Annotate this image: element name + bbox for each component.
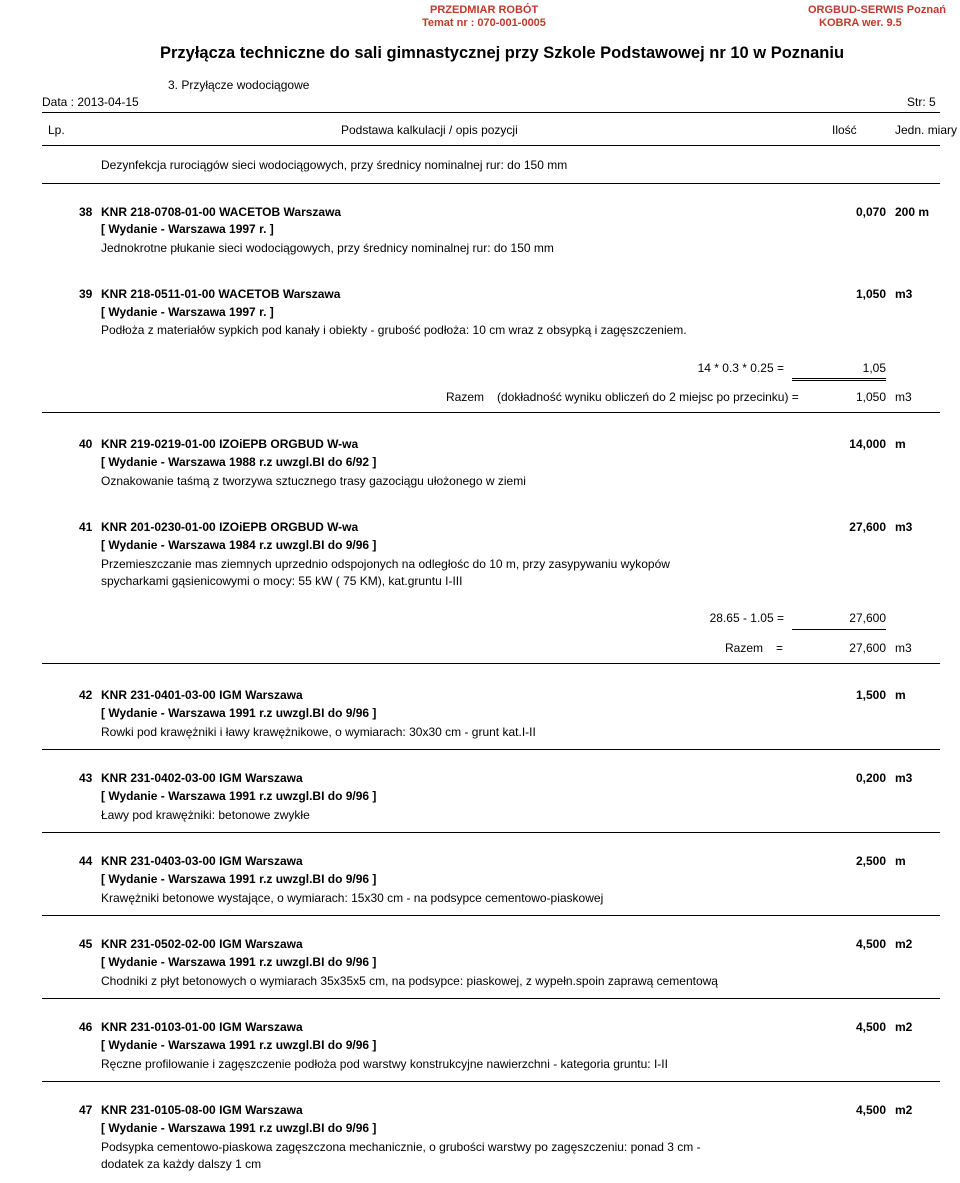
item-unit: m2 [895,937,913,951]
item-unit: 200 m [895,205,930,219]
item-description: Chodniki z płyt betonowych o wymiarach 35x35x5 cm, na podsypce: piaskowej, z wypełn.spoin zaprawą cementową [101,974,718,988]
item-number: 41 [79,520,93,534]
item-quantity: 4,500 [855,937,886,951]
sum-rule [792,629,886,630]
column-header-lp: Lp. [48,123,65,137]
document-type: PRZEDMIAR ROBÓT [430,4,539,16]
item-number: 39 [79,287,93,301]
item-quantity: 1,050 [855,287,886,301]
calculation-formula: 14 * 0.3 * 0.25 = [697,361,784,375]
item-unit: m2 [895,1020,913,1034]
page-number: Str: 5 [907,95,936,109]
sum-unit: m3 [895,390,912,404]
item-code: KNR 219-0219-01-00 IZOiEPB ORGBUD W-wa [101,437,359,451]
item-code: KNR 201-0230-01-00 IZOiEPB ORGBUD W-wa [101,520,359,534]
item-unit: m3 [895,771,913,785]
item-separator [42,663,940,664]
item-edition: [ Wydanie - Warszawa 1991 r.z uwzgl.BI do 9/96 ] [101,955,377,969]
item-description: Ręczne profilowanie i zagęszczenie podłoża pod warstwy konstrukcyjne nawierzchni - kategoria gruntu: I-II [101,1057,668,1071]
item-code: KNR 231-0401-03-00 IGM Warszawa [101,688,303,702]
item-edition: [ Wydanie - Warszawa 1991 r.z uwzgl.BI do 9/96 ] [101,1038,377,1052]
item-description: Podsypka cementowo-piaskowa zagęszczona mechanicznie, o grubości warstwy po zagęszczeniu: ponad 3 cm - [101,1140,701,1154]
item-number: 44 [79,854,93,868]
topic-number: Temat nr : 070-001-0005 [422,17,546,29]
section-name: 3. Przyłącze wodociągowe [168,78,310,92]
header-top-rule [42,112,940,113]
item-edition: [ Wydanie - Warszawa 1997 r. ] [101,305,274,319]
item-unit: m [895,688,906,702]
item-quantity: 1,500 [855,688,886,702]
item-code: KNR 231-0402-03-00 IGM Warszawa [101,771,303,785]
item-description: Rowki pod krawężniki i ławy krawężnikowe, o wymiarach: 30x30 cm - grunt kat.I-II [101,725,536,739]
item-number: 42 [79,688,93,702]
sum-label: Razem [725,641,764,655]
item-unit: m [895,854,906,868]
header-bottom-rule [42,145,940,146]
item-description: Ławy pod krawężniki: betonowe zwykłe [101,808,310,822]
item-quantity: 27,600 [849,520,886,534]
calculation-formula: 28.65 - 1.05 = [709,611,784,625]
document-title: Przyłącza techniczne do sali gimnastycznej przy Szkole Podstawowej nr 10 w Poznaniu [160,44,845,62]
item-code: KNR 231-0502-02-00 IGM Warszawa [101,937,303,951]
item-quantity: 4,500 [855,1020,886,1034]
sum-double-rule [792,378,886,381]
item-unit: m2 [895,1103,913,1117]
item-number: 38 [79,205,93,219]
item-separator [42,1081,940,1082]
item-edition: [ Wydanie - Warszawa 1997 r. ] [101,222,274,236]
calculation-result: 27,600 [849,611,886,625]
item-code: KNR 231-0403-03-00 IGM Warszawa [101,854,303,868]
column-header-basis: Podstawa kalkulacji / opis pozycji [341,123,518,137]
sum-value: 27,600 [849,641,886,655]
item-edition: [ Wydanie - Warszawa 1991 r.z uwzgl.BI do 9/96 ] [101,872,377,886]
group-rule [42,183,940,184]
item-separator [42,915,940,916]
calculation-result: 1,05 [862,361,886,375]
item-quantity: 14,000 [849,437,886,451]
sum-equals: = [776,641,784,655]
item-number: 47 [79,1103,93,1117]
item-description-continued: spycharkami gąsienicowymi o mocy: 55 kW ( 75 KM), kat.gruntu I-III [101,574,463,588]
item-description: Przemieszczanie mas ziemnych uprzednio odspojonych na odległośc do 10 m, przy zasypywaniu wykopów [101,557,670,571]
item-unit: m3 [895,287,913,301]
item-unit: m3 [895,520,913,534]
column-header-qty: Ilość [832,123,857,137]
group-heading: Dezynfekcja rurociągów sieci wodociągowych, przy średnicy nominalnej rur: do 150 mm [101,158,568,172]
item-number: 40 [79,437,93,451]
item-edition: [ Wydanie - Warszawa 1991 r.z uwzgl.BI do 9/96 ] [101,1121,377,1135]
item-description-continued: dodatek za każdy dalszy 1 cm [101,1157,262,1171]
item-number: 45 [79,937,93,951]
sum-value: 1,050 [855,390,886,404]
item-separator [42,998,940,999]
item-description: Krawężniki betonowe wystające, o wymiarach: 15x30 cm - na podsypce cementowo-piaskowej [101,891,604,905]
item-edition: [ Wydanie - Warszawa 1991 r.z uwzgl.BI do 9/96 ] [101,789,377,803]
item-separator [42,412,940,413]
item-code: KNR 218-0708-01-00 WACETOB Warszawa [101,205,342,219]
document-date: Data : 2013-04-15 [42,95,139,109]
item-code: KNR 231-0103-01-00 IGM Warszawa [101,1020,303,1034]
item-quantity: 2,500 [855,854,886,868]
item-code: KNR 231-0105-08-00 IGM Warszawa [101,1103,303,1117]
item-edition: [ Wydanie - Warszawa 1988 r.z uwzgl.BI do 6/92 ] [101,455,377,469]
company-name: ORGBUD-SERWIS Poznań [808,4,946,16]
item-number: 46 [79,1020,93,1034]
software-version: KOBRA wer. 9.5 [819,17,902,29]
item-code: KNR 218-0511-01-00 WACETOB Warszawa [101,287,341,301]
item-quantity: 0,200 [855,771,886,785]
sum-note: (dokładność wyniku obliczeń do 2 miejsc po przecinku) = [497,390,799,404]
item-number: 43 [79,771,93,785]
item-separator [42,749,940,750]
item-description: Podłoża z materiałów sypkich pod kanały i obiekty - grubość podłoża: 10 cm wraz z obsypką i zagęszczeniem. [101,323,687,337]
item-description: Oznakowanie taśmą z tworzywa sztucznego trasy gazociągu ułożonego w ziemi [101,474,526,488]
item-description: Jednokrotne płukanie sieci wodociągowych, przy średnicy nominalnej rur: do 150 mm [101,241,554,255]
item-edition: [ Wydanie - Warszawa 1991 r.z uwzgl.BI do 9/96 ] [101,706,377,720]
sum-unit: m3 [895,641,912,655]
item-separator [42,832,940,833]
item-quantity: 4,500 [855,1103,886,1117]
column-header-unit: Jedn. miary [895,123,958,137]
item-edition: [ Wydanie - Warszawa 1984 r.z uwzgl.BI do 9/96 ] [101,538,377,552]
item-quantity: 0,070 [855,205,886,219]
item-unit: m [895,437,906,451]
sum-label: Razem [446,390,485,404]
